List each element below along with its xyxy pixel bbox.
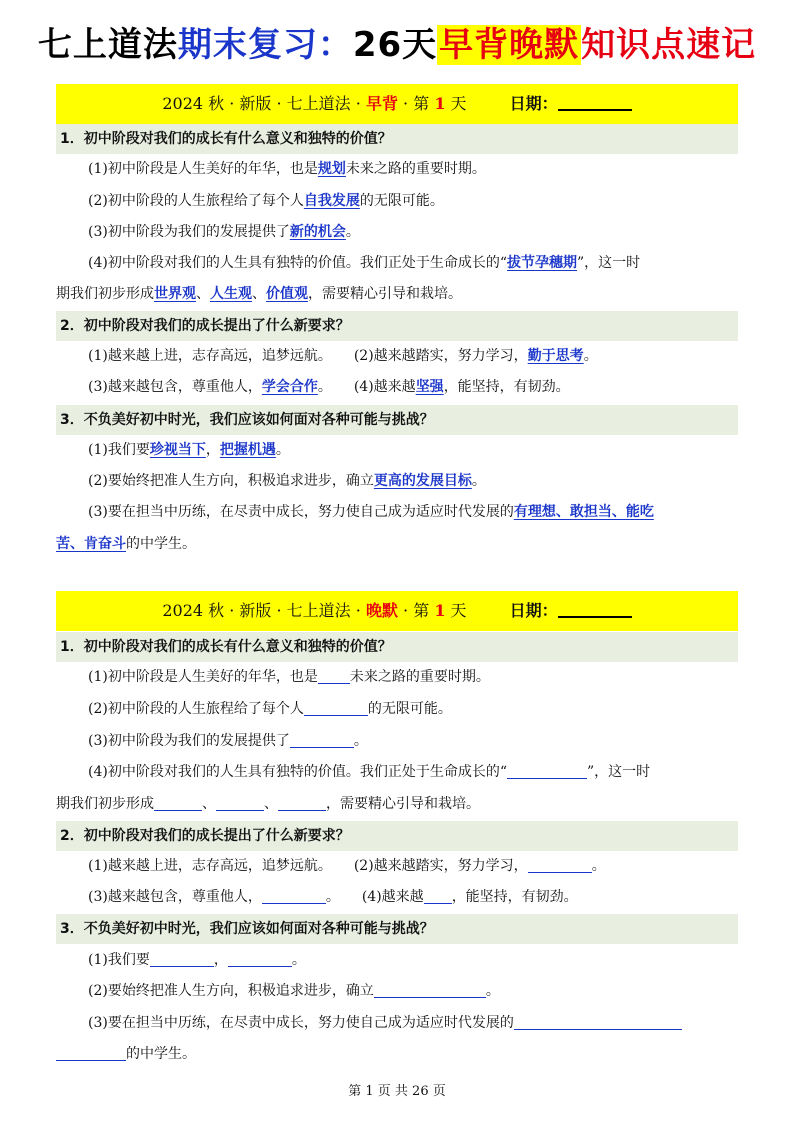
key-answer: 新的机会 (289, 224, 346, 240)
key-answer: 学会合作 (261, 379, 318, 395)
title-part-3: 26天 (352, 25, 438, 65)
text: (2)越来越踏实，努力学习， (353, 348, 528, 364)
key-answer: 苦、肯奋斗 (56, 536, 126, 552)
fill-blank[interactable] (290, 731, 354, 748)
fill-blank[interactable] (278, 794, 326, 811)
blank-line (88, 726, 368, 756)
question-1: 1．初中阶段对我们的成长有什么意义和独特的价值？ (56, 124, 738, 154)
title-part-4: 早背晚默 (439, 25, 580, 65)
fill-blank[interactable] (154, 794, 202, 811)
answer-line (56, 529, 196, 559)
text: (2)要始终把准人生方向，积极追求进步，确立 (88, 983, 374, 999)
date-blank[interactable] (558, 91, 632, 111)
answer-line (88, 435, 290, 465)
key-answer: 人生观 (210, 286, 252, 302)
text: (4)初中阶段对我们的人生具有独特的价值。我们正处于生命成长的“ (88, 255, 507, 271)
header-day: 1 (434, 94, 446, 113)
text: 、 (252, 286, 266, 302)
fill-blank[interactable] (424, 887, 452, 904)
text: (2)要始终把准人生方向，积极追求进步，确立 (88, 473, 374, 489)
key-answer: 自我发展 (303, 193, 360, 209)
page-title (0, 22, 794, 68)
text: 。 (591, 858, 606, 874)
answer-line (88, 466, 486, 496)
key-answer: 坚强 (415, 379, 444, 395)
fill-blank[interactable] (318, 667, 350, 684)
text: ， (213, 952, 228, 968)
blank-line (88, 945, 306, 975)
answer-line (88, 248, 640, 278)
fill-blank[interactable] (507, 762, 587, 779)
text: ，能坚持，有韧劲。 (451, 889, 578, 905)
text: 、 (202, 796, 216, 812)
blank-line (88, 694, 452, 724)
fill-blank[interactable] (304, 699, 368, 716)
fill-blank[interactable] (150, 950, 214, 967)
text: 。 (325, 889, 340, 905)
text: 的中学生。 (126, 536, 196, 552)
header-prefix: 2024 秋 · 新版 · 七上道法 · (162, 601, 366, 620)
text: 。 (317, 379, 332, 395)
text: 期我们初步形成 (56, 286, 154, 302)
text: 的中学生。 (126, 1046, 196, 1062)
key-answer: 勤于思考 (527, 348, 584, 364)
key-answer: 有理想、敢担当、能吃 (513, 504, 654, 520)
date-label: 日期： (509, 94, 558, 113)
text: 。 (291, 952, 306, 968)
fill-blank[interactable] (228, 950, 292, 967)
fill-blank[interactable] (514, 1013, 682, 1030)
title-part-5: 知识点速记 (581, 25, 757, 65)
header-mid: · 第 (397, 601, 435, 620)
text: 。 (345, 224, 360, 240)
key-answer: 更高的发展目标 (373, 473, 472, 489)
key-answer: 珍视当下 (149, 442, 206, 458)
answer-line (88, 154, 486, 184)
text: 。 (275, 442, 290, 458)
answer-line (88, 186, 444, 216)
blank-line (56, 789, 480, 819)
fill-blank[interactable] (528, 856, 592, 873)
text: 期我们初步形成 (56, 796, 154, 812)
text: 。 (353, 733, 368, 749)
date-field (510, 601, 632, 620)
text: (1)我们要 (88, 952, 150, 968)
page-footer: 第 1 页 共 26 页 (348, 1084, 446, 1099)
text: 。 (583, 348, 598, 364)
text: (1)越来越上进，志存高远，追梦远航。 (88, 348, 332, 364)
blank-line (88, 882, 578, 912)
text: (2)初中阶段的人生旅程给了每个人 (88, 701, 304, 717)
text: (4)越来越 (361, 889, 424, 905)
text: 、 (264, 796, 278, 812)
header-mode: 晚默 (365, 601, 398, 620)
text: 。 (485, 983, 500, 999)
key-answer: 世界观 (154, 286, 196, 302)
blank-line (88, 662, 490, 692)
text: ”，这一时 (587, 764, 651, 780)
text: (3)要在担当中历练，在尽责中成长，努力使自己成为适应时代发展的 (88, 1015, 514, 1031)
text: 、 (196, 286, 210, 302)
text: 的无限可能。 (359, 193, 444, 209)
question-1: 1．初中阶段对我们的成长有什么意义和独特的价值？ (56, 632, 738, 662)
question-3: 3．不负美好初中时光，我们应该如何面对各种可能与挑战？ (56, 914, 738, 944)
text: (3)越来越包含，尊重他人， (88, 889, 262, 905)
question-2: 2．初中阶段对我们的成长提出了什么新要求？ (56, 311, 738, 341)
text: 未来之路的重要时期。 (345, 161, 486, 177)
key-answer: 规划 (317, 161, 346, 177)
text: ， (205, 442, 220, 458)
title-part-1: 七上道法 (37, 25, 178, 65)
answer-line (56, 279, 462, 309)
date-label: 日期： (509, 601, 558, 620)
date-field (510, 94, 632, 113)
blank-line (88, 976, 500, 1006)
fill-blank[interactable] (262, 887, 326, 904)
text: (4)越来越 (353, 379, 416, 395)
header-mode: 早背 (365, 94, 398, 113)
blank-line (56, 1039, 196, 1069)
evening-header (56, 591, 738, 631)
fill-blank[interactable] (216, 794, 264, 811)
text: (3)初中阶段为我们的发展提供了 (88, 224, 290, 240)
text: (1)初中阶段是人生美好的年华，也是 (88, 161, 318, 177)
text: ，能坚持，有韧劲。 (443, 379, 570, 395)
blank-line (88, 757, 650, 787)
title-part-2: 期末复习： (177, 25, 353, 65)
date-blank[interactable] (558, 598, 632, 618)
key-answer: 价值观 (266, 286, 308, 302)
text: 。 (471, 473, 486, 489)
text: (1)我们要 (88, 442, 150, 458)
text: 的无限可能。 (367, 701, 452, 717)
answer-line (88, 497, 654, 527)
key-answer: 拔节孕穗期 (507, 255, 577, 271)
fill-blank[interactable] (56, 1044, 126, 1061)
blank-line (88, 1008, 682, 1038)
answer-line (88, 372, 570, 402)
text: (3)要在担当中历练，在尽责中成长，努力使自己成为适应时代发展的 (88, 504, 514, 520)
header-prefix: 2024 秋 · 新版 · 七上道法 · (162, 94, 366, 113)
text: (1)初中阶段是人生美好的年华，也是 (88, 669, 318, 685)
text: ，需要精心引导和栽培。 (308, 286, 462, 302)
text: (1)越来越上进，志存高远，追梦远航。 (88, 858, 332, 874)
question-3: 3．不负美好初中时光，我们应该如何面对各种可能与挑战？ (56, 405, 738, 435)
header-suffix: 天 (445, 601, 467, 620)
fill-blank[interactable] (374, 981, 486, 998)
header-mid: · 第 (397, 94, 435, 113)
answer-line (88, 217, 360, 247)
question-2: 2．初中阶段对我们的成长提出了什么新要求？ (56, 821, 738, 851)
answer-line (88, 341, 598, 371)
text: (2)越来越踏实，努力学习， (353, 858, 528, 874)
text: 未来之路的重要时期。 (349, 669, 490, 685)
header-suffix: 天 (445, 94, 467, 113)
text: (4)初中阶段对我们的人生具有独特的价值。我们正处于生命成长的“ (88, 764, 507, 780)
text: (3)初中阶段为我们的发展提供了 (88, 733, 290, 749)
blank-line (88, 851, 606, 881)
text: (3)越来越包含，尊重他人， (88, 379, 262, 395)
text: ，需要精心引导和栽培。 (326, 796, 480, 812)
text: ”，这一时 (577, 255, 641, 271)
morning-header (56, 84, 738, 124)
key-answer: 把握机遇 (219, 442, 276, 458)
header-day: 1 (434, 601, 446, 620)
text: (2)初中阶段的人生旅程给了每个人 (88, 193, 304, 209)
